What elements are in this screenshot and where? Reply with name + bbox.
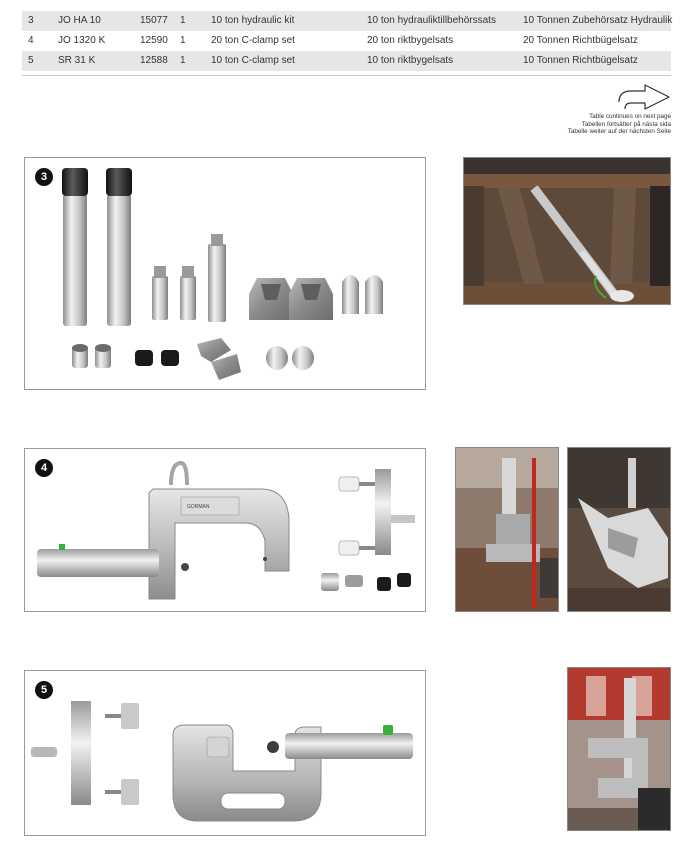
position-badge: 3 — [35, 168, 53, 186]
tube-cap — [62, 168, 88, 196]
cell-de: 20 Tonnen Richtbügelsatz — [523, 35, 638, 46]
c-clamp-20t-illustration — [25, 449, 425, 611]
cell-part-no: 15077 — [140, 15, 168, 26]
cell-en: 10 ton C-clamp set — [211, 55, 295, 66]
round-head — [292, 346, 314, 370]
position-badge: 4 — [35, 459, 53, 477]
rubber-cap — [377, 577, 391, 591]
cell-qty: 1 — [180, 35, 186, 46]
coupler — [31, 747, 57, 757]
extension-tube — [63, 194, 87, 326]
cell-pos: 5 — [28, 55, 34, 66]
cell-code: SR 31 K — [58, 55, 96, 66]
cell-code: JO 1320 K — [58, 35, 106, 46]
cell-qty: 1 — [180, 55, 186, 66]
green-fitting — [383, 725, 393, 735]
product-panel-5 — [24, 670, 426, 836]
cell-code: JO HA 10 — [58, 15, 101, 26]
table-bottom-rule — [22, 75, 671, 76]
cell-de: 10 Tonnen Richtbügelsatz — [523, 55, 638, 66]
v-head — [342, 275, 359, 314]
cell-sv: 20 ton riktbygelsats — [367, 35, 454, 46]
c-clamp-10t-illustration — [25, 671, 425, 835]
tube-cap — [106, 168, 132, 196]
photo-c-clamp-10t-in-use — [567, 667, 671, 831]
round-head — [266, 346, 288, 370]
nameplate-label: GORMAN — [187, 504, 210, 510]
cell-pos: 4 — [28, 35, 34, 46]
carry-handle — [171, 463, 187, 485]
continue-note-de: Tabelle weiter auf der nächsten Seite — [567, 128, 671, 135]
product-panel-4 — [24, 448, 426, 612]
arrow-right-outline-icon — [615, 82, 671, 112]
cell-sv: 10 ton riktbygelsats — [367, 55, 454, 66]
hydraulic-cylinder — [285, 733, 413, 759]
cell-sv: 10 ton hydrauliktillbehörssats — [367, 15, 496, 26]
cell-qty: 1 — [180, 15, 186, 26]
handle-slot — [221, 793, 285, 809]
extension-bar — [71, 701, 91, 805]
v-head — [365, 275, 383, 314]
continue-note-en: Table continues on next page — [589, 113, 671, 120]
rubber-cap — [161, 350, 179, 366]
cell-de: 10 Tonnen Zubehörsatz Hydraulik — [523, 15, 673, 26]
table-row — [22, 11, 671, 31]
photo-c-clamp-20t-detail — [567, 447, 671, 612]
cell-en: 20 ton C-clamp set — [211, 35, 295, 46]
cell-en: 10 ton hydraulic kit — [211, 15, 295, 26]
extension-bar — [375, 469, 391, 555]
photo-hydraulic-kit-in-use — [463, 157, 671, 305]
hydraulic-kit-illustration — [25, 158, 425, 389]
table-row — [22, 31, 671, 51]
cell-part-no: 12590 — [140, 35, 168, 46]
cell-part-no: 12588 — [140, 55, 168, 66]
photo-c-clamp-20t-in-use — [455, 447, 559, 612]
table-row — [22, 51, 671, 71]
parts-table — [22, 11, 671, 71]
rubber-cap — [397, 573, 411, 587]
continue-note — [568, 113, 671, 136]
hydraulic-cylinder — [37, 549, 159, 577]
rubber-cap — [135, 350, 153, 366]
product-panel-3 — [24, 157, 426, 390]
continue-note-sv: Tabellen fortsätter på nästa sida — [581, 120, 671, 128]
position-badge: 5 — [35, 681, 53, 699]
cell-pos: 3 — [28, 15, 34, 26]
extension-tube — [107, 194, 131, 326]
